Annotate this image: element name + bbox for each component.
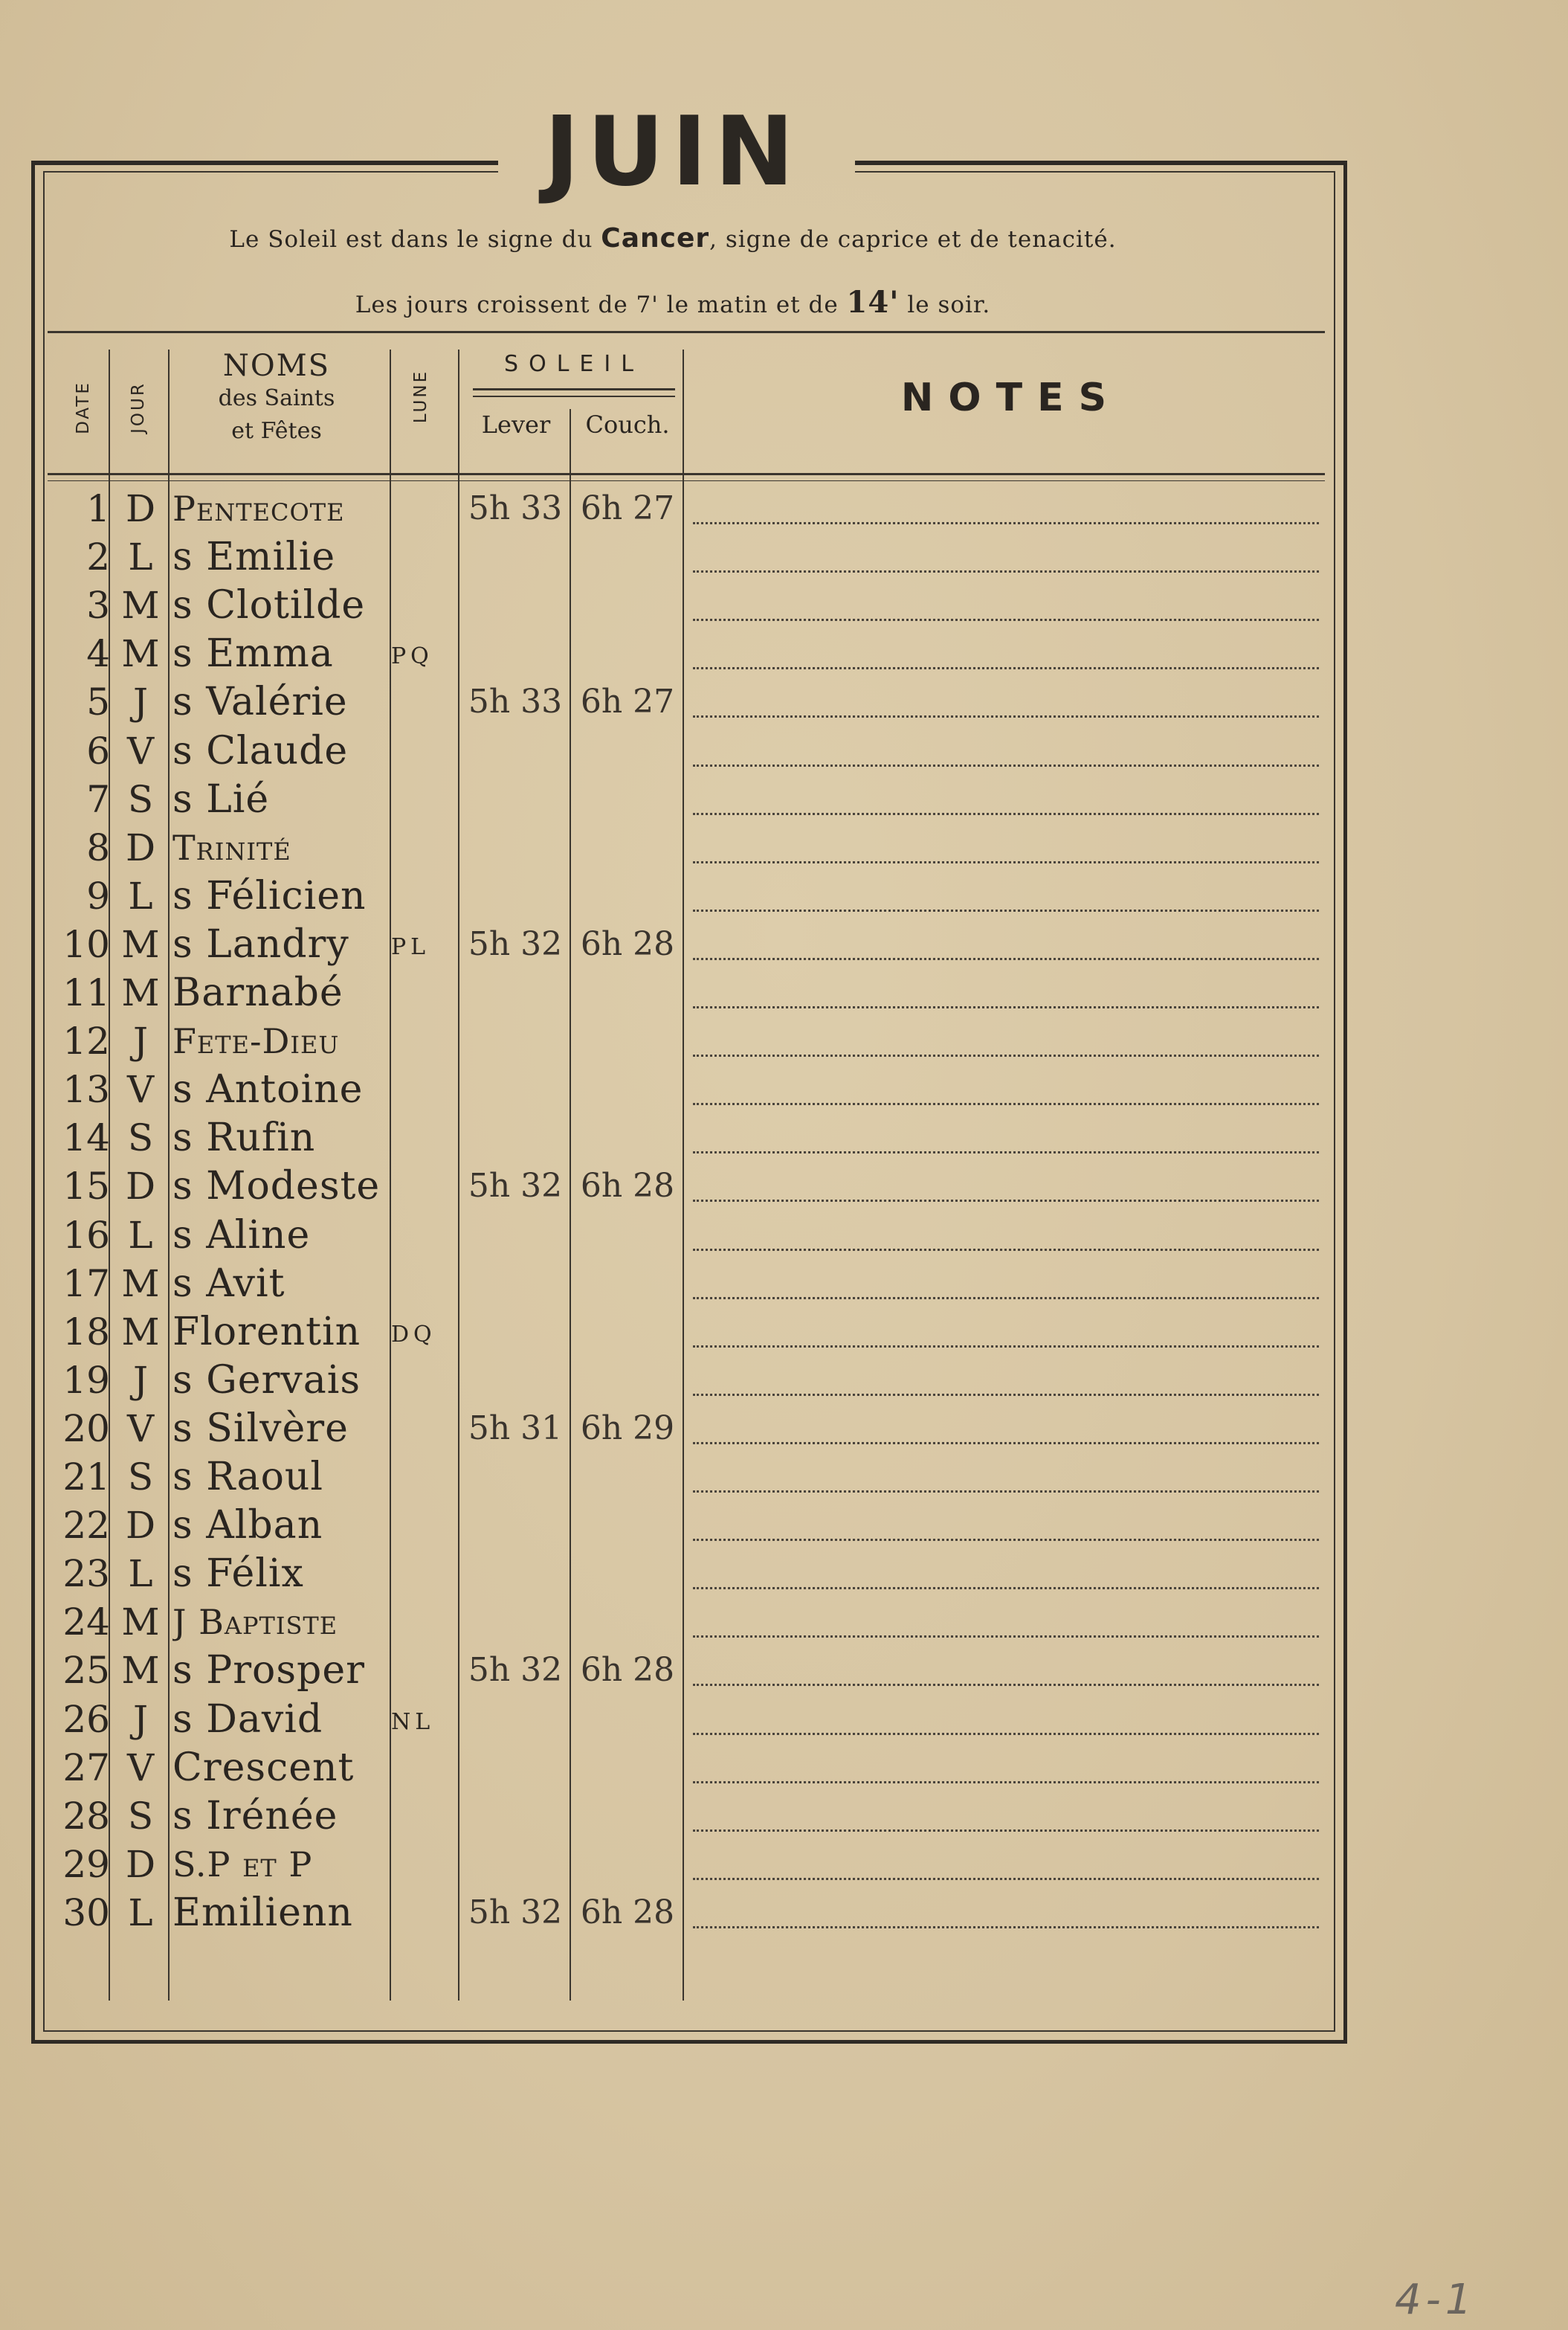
daylight-morning: 7' <box>636 292 659 318</box>
row-saint-name: s Claude <box>172 728 349 773</box>
row-notes-line <box>693 522 1319 524</box>
row-date: 4 <box>86 632 110 676</box>
row-sunset: 6h 27 <box>580 489 675 527</box>
calendar-row <box>0 1598 1568 1646</box>
row-notes-line <box>693 1103 1319 1105</box>
row-jour: M <box>121 1600 160 1644</box>
row-notes-line <box>693 1587 1319 1589</box>
row-sunset: 6h 28 <box>580 1651 675 1690</box>
row-saint-name: s Rufin <box>172 1116 316 1161</box>
column-jour-header: JOUR <box>129 382 148 434</box>
row-date: 23 <box>62 1552 110 1596</box>
row-saint-name: s David <box>172 1696 323 1742</box>
row-jour: D <box>125 487 156 530</box>
row-date: 24 <box>62 1600 110 1644</box>
row-moon-phase: NL <box>391 1708 435 1735</box>
row-date: 16 <box>62 1213 110 1257</box>
row-notes-line <box>693 1878 1319 1880</box>
calendar-row <box>0 1211 1568 1259</box>
row-saint-name: s Alban <box>172 1503 323 1548</box>
daylight-evening: 14' <box>846 285 900 320</box>
calendar-row <box>0 1162 1568 1210</box>
row-sunset: 6h 28 <box>580 924 675 963</box>
row-jour: V <box>126 1068 155 1112</box>
row-sunset: 6h 28 <box>580 1167 675 1206</box>
calendar-row <box>0 1550 1568 1597</box>
row-jour: J <box>132 680 149 724</box>
row-jour: L <box>128 535 153 579</box>
row-jour: M <box>121 922 160 966</box>
column-lune-header: LUNE <box>411 369 430 424</box>
row-saint-name: Trinité <box>172 827 291 868</box>
noms-header-line2: des Saints <box>218 385 335 411</box>
zodiac-line <box>74 223 1271 254</box>
row-notes-line <box>693 1733 1319 1735</box>
row-jour: D <box>125 1842 156 1886</box>
pencil-mark: 4-1 <box>1395 2276 1477 2324</box>
calendar-row <box>0 872 1568 920</box>
row-date: 3 <box>86 584 110 628</box>
row-jour: M <box>121 1261 160 1305</box>
row-notes-line <box>693 1151 1319 1153</box>
row-date: 12 <box>62 1020 110 1063</box>
calendar-row <box>0 630 1568 678</box>
row-date: 27 <box>62 1745 110 1789</box>
row-date: 21 <box>62 1455 110 1499</box>
header-bottom-rule <box>48 473 1325 475</box>
row-jour: D <box>125 1504 156 1548</box>
row-saint-name: s Modeste <box>172 1164 381 1209</box>
row-jour: S <box>127 1116 154 1160</box>
row-jour: D <box>125 826 156 869</box>
soleil-underline <box>473 388 675 390</box>
row-jour: L <box>128 874 153 918</box>
row-notes-line <box>693 765 1319 767</box>
title-rule-left-thin <box>43 171 498 173</box>
row-jour: L <box>128 1552 153 1596</box>
row-date: 11 <box>62 971 110 1014</box>
noms-header-line1: NOMS <box>222 349 331 383</box>
row-date: 1 <box>86 487 110 530</box>
daylight-text-c: le soir. <box>907 292 991 318</box>
row-jour: M <box>121 632 160 676</box>
row-notes-line <box>693 1829 1319 1832</box>
calendar-row <box>0 1357 1568 1404</box>
row-date: 18 <box>62 1310 110 1354</box>
row-date: 22 <box>62 1504 110 1548</box>
row-notes-line <box>693 1006 1319 1008</box>
column-couch-header: Couch. <box>585 411 670 439</box>
row-notes-line <box>693 861 1319 863</box>
row-saint-name: s Emma <box>172 631 334 677</box>
row-saint-name: Florentin <box>172 1309 361 1354</box>
row-sunrise: 5h 33 <box>468 489 563 527</box>
calendar-row <box>0 1647 1568 1694</box>
row-jour: V <box>126 1406 155 1450</box>
calendar-row <box>0 1841 1568 1888</box>
row-moon-phase: PQ <box>391 643 433 670</box>
row-notes-line <box>693 813 1319 815</box>
calendar-row <box>0 1453 1568 1501</box>
row-saint-name: J Baptiste <box>172 1602 338 1643</box>
row-date: 6 <box>86 729 110 773</box>
row-jour: M <box>121 584 160 628</box>
calendar-row <box>0 776 1568 823</box>
row-date: 13 <box>62 1068 110 1112</box>
row-date: 25 <box>62 1649 110 1693</box>
column-noms-header <box>172 350 381 448</box>
row-saint-name: s Félicien <box>172 873 367 918</box>
row-saint-name: s Raoul <box>172 1455 323 1499</box>
row-notes-line <box>693 958 1319 960</box>
row-jour: S <box>127 1455 154 1499</box>
row-notes-line <box>693 667 1319 669</box>
row-date: 28 <box>62 1794 110 1838</box>
zodiac-text-pre: Le Soleil est dans le signe du <box>229 226 593 253</box>
row-sunrise: 5h 31 <box>468 1409 563 1447</box>
row-saint-name: s Antoine <box>172 1067 364 1113</box>
row-date: 19 <box>62 1358 110 1402</box>
row-saint-name: s Prosper <box>172 1648 365 1693</box>
row-sunrise: 5h 32 <box>468 1167 563 1206</box>
row-sunset: 6h 29 <box>580 1409 675 1447</box>
calendar-row <box>0 1744 1568 1792</box>
calendar-row <box>0 1405 1568 1452</box>
row-date: 9 <box>86 874 110 918</box>
row-jour: L <box>128 1213 153 1257</box>
row-date: 14 <box>62 1116 110 1160</box>
calendar-row <box>0 582 1568 629</box>
row-saint-name: s Lié <box>172 776 270 822</box>
row-jour: J <box>132 1697 149 1741</box>
row-date: 20 <box>62 1406 110 1450</box>
header-top-rule <box>48 331 1325 333</box>
row-notes-line <box>693 1345 1319 1348</box>
calendar-row <box>0 1889 1568 1937</box>
row-date: 29 <box>62 1842 110 1886</box>
calendar-row <box>0 1502 1568 1549</box>
row-notes-line <box>693 1635 1319 1638</box>
row-sunrise: 5h 32 <box>468 924 563 963</box>
calendar-row <box>0 921 1568 968</box>
zodiac-text-post: , signe de caprice et de tenacité. <box>709 226 1117 253</box>
row-notes-line <box>693 570 1319 573</box>
row-date: 15 <box>62 1165 110 1209</box>
row-jour: M <box>121 1649 160 1693</box>
soleil-underline-thin <box>473 396 675 397</box>
row-moon-phase: DQ <box>391 1321 436 1348</box>
row-date: 10 <box>62 922 110 966</box>
row-notes-line <box>693 619 1319 621</box>
row-moon-phase: PL <box>391 933 430 960</box>
row-jour: S <box>127 777 154 821</box>
row-date: 26 <box>62 1697 110 1741</box>
row-saint-name: s Silvère <box>172 1406 349 1451</box>
row-saint-name: s Avit <box>172 1261 285 1306</box>
row-jour: D <box>125 1165 156 1209</box>
row-date: 2 <box>86 535 110 579</box>
calendar-row <box>0 1114 1568 1162</box>
row-date: 7 <box>86 777 110 821</box>
row-saint-name: s Landry <box>172 921 349 967</box>
row-saint-name: Emilienn <box>172 1890 353 1935</box>
row-sunset: 6h 28 <box>580 1893 675 1931</box>
calendar-row <box>0 533 1568 581</box>
zodiac-sign: Cancer <box>601 223 710 254</box>
column-date-header: DATE <box>74 381 93 434</box>
calendar-row <box>0 1308 1568 1356</box>
row-notes-line <box>693 715 1319 718</box>
row-saint-name: s Valérie <box>172 680 348 725</box>
column-lever-header: Lever <box>481 411 551 439</box>
row-jour: V <box>126 729 155 773</box>
row-saint-name: s Gervais <box>172 1357 361 1403</box>
calendar-row <box>0 727 1568 775</box>
row-notes-line <box>693 1781 1319 1783</box>
row-notes-line <box>693 1200 1319 1202</box>
row-notes-line <box>693 1442 1319 1444</box>
row-jour: J <box>132 1358 149 1402</box>
page-title: JUIN <box>543 97 802 207</box>
noms-header-line3: et Fêtes <box>231 418 322 444</box>
row-sunset: 6h 27 <box>580 683 675 721</box>
row-saint-name: Pentecote <box>172 489 345 529</box>
row-notes-line <box>693 1539 1319 1541</box>
row-saint-name: s Aline <box>172 1212 311 1258</box>
row-jour: J <box>132 1020 149 1063</box>
row-jour: M <box>121 1310 160 1354</box>
calendar-row <box>0 485 1568 532</box>
row-saint-name: Fete-Dieu <box>172 1021 340 1062</box>
title-rule-right <box>855 161 1347 165</box>
column-soleil-header: SOLEIL <box>504 351 644 377</box>
header-bottom-rule-thin <box>48 480 1325 481</box>
row-date: 8 <box>86 826 110 869</box>
row-saint-name: s Emilie <box>172 535 336 580</box>
calendar-row <box>0 1017 1568 1065</box>
row-notes-line <box>693 1297 1319 1299</box>
row-sunrise: 5h 32 <box>468 1651 563 1690</box>
row-notes-line <box>693 1394 1319 1396</box>
calendar-row <box>0 824 1568 872</box>
row-sunrise: 5h 33 <box>468 683 563 721</box>
row-saint-name: S.P et P <box>172 1844 313 1885</box>
calendar-row <box>0 1066 1568 1113</box>
daylight-text-b: le matin et de <box>666 292 839 318</box>
row-notes-line <box>693 1926 1319 1928</box>
calendar-row <box>0 1792 1568 1840</box>
row-sunrise: 5h 32 <box>468 1893 563 1931</box>
calendar-row <box>0 1696 1568 1743</box>
calendar-row <box>0 1260 1568 1307</box>
calendar-row <box>0 969 1568 1017</box>
row-jour: L <box>128 1890 153 1934</box>
calendar-row <box>0 678 1568 726</box>
title-rule-left <box>31 161 498 165</box>
row-date: 30 <box>62 1890 110 1934</box>
row-jour: M <box>121 971 160 1014</box>
row-notes-line <box>693 910 1319 912</box>
row-saint-name: s Irénée <box>172 1793 338 1838</box>
row-saint-name: Crescent <box>172 1745 355 1790</box>
daylight-text-a: Les jours croissent de <box>355 292 628 318</box>
row-date: 5 <box>86 680 110 724</box>
row-notes-line <box>693 1684 1319 1686</box>
row-date: 17 <box>62 1261 110 1305</box>
row-saint-name: s Félix <box>172 1551 304 1597</box>
row-jour: V <box>126 1745 155 1789</box>
row-notes-line <box>693 1055 1319 1057</box>
row-saint-name: Barnabé <box>172 971 343 1015</box>
row-notes-line <box>693 1249 1319 1251</box>
title-rule-right-thin <box>855 171 1335 173</box>
daylight-line <box>74 285 1271 320</box>
row-notes-line <box>693 1490 1319 1493</box>
row-saint-name: s Clotilde <box>172 583 366 628</box>
row-jour: S <box>127 1794 154 1838</box>
column-notes-header: NOTES <box>900 376 1122 420</box>
